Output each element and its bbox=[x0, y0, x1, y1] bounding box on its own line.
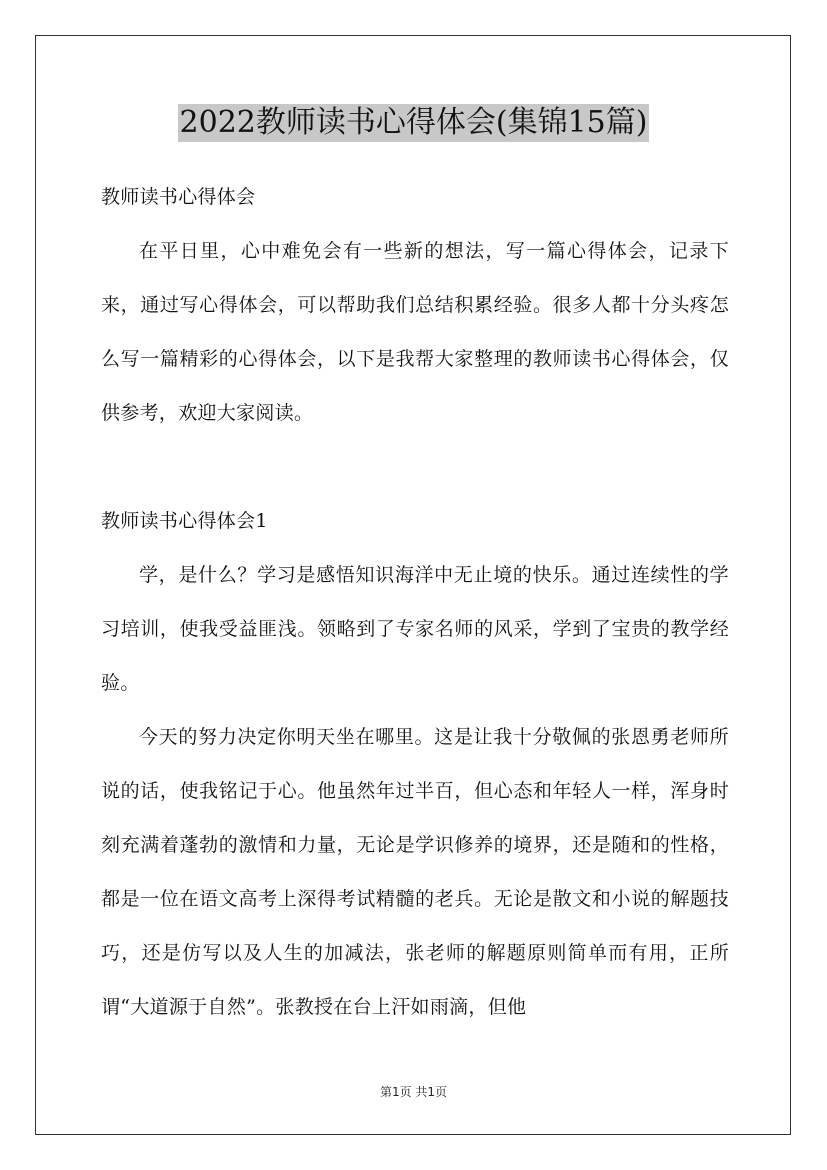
intro-heading: 教师读书心得体会 bbox=[101, 186, 256, 208]
document-body bbox=[101, 170, 729, 1034]
page-number: 第1页 共1页 bbox=[379, 1085, 448, 1099]
intro-paragraph: 在平日里，心中难免会有一些新的想法，写一篇心得体会，记录下来，通过写心得体会，可以帮助我们总结积累经验。很多人都十分头疼怎么写一篇精彩的心得体会，以下是我帮大家整理的教师读书心得体会，仅供参考，欢迎大家阅读。 bbox=[101, 240, 729, 424]
document-title: 2022教师读书心得体会(集锦15篇) bbox=[179, 105, 648, 140]
section-1-paragraph: 今天的努力决定你明天坐在哪里。这是让我十分敬佩的张恩勇老师所说的话，使我铭记于心。他虽然年过半百，但心态和年轻人一样，浑身时刻充满着蓬勃的激情和力量，无论是学识修养的境界，还是随和的性格，都是一位在语文高考上深得考试精髓的老兵。无论是散文和小说的解题技巧，还是仿写以及人生的加减法，张老师的解题原则简单而有用，正所谓“大道源于自然”。张教授在台上汗如雨滴，但他 bbox=[101, 726, 729, 1018]
section-1-heading: 教师读书心得体会1 bbox=[101, 510, 268, 532]
section-1-paragraph: 学，是什么？学习是感悟知识海洋中无止境的快乐。通过连续性的学习培训，使我受益匪浅。领略到了专家名师的风采，学到了宝贵的教学经验。 bbox=[101, 564, 729, 694]
title-container bbox=[0, 104, 827, 142]
section-spacer bbox=[101, 440, 729, 494]
